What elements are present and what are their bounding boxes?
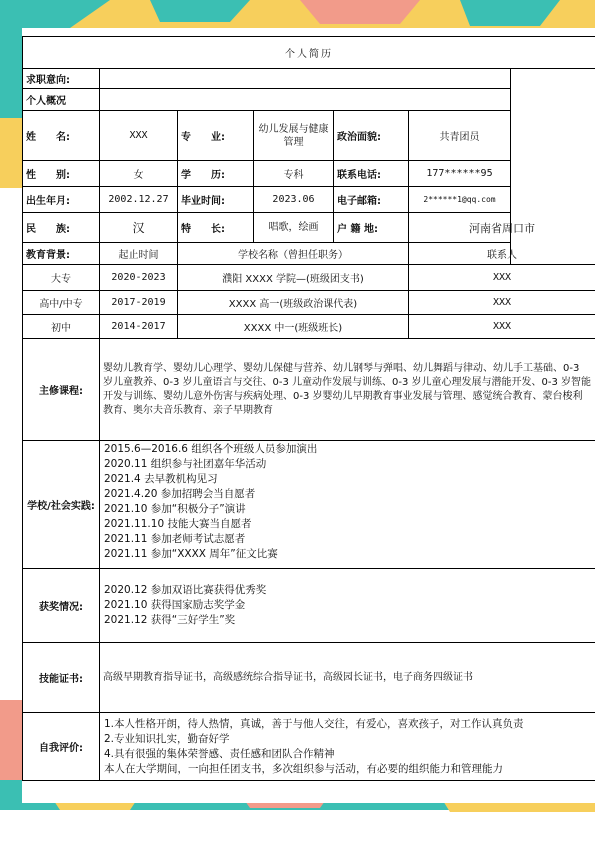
ethnicity-label: 民 族: (23, 213, 100, 243)
list-item: 2021.10 获得国家励志奖学金 (104, 599, 246, 611)
list-item: 2021.12 获得“三好学生”奖 (104, 614, 236, 626)
graduation-value: 2023.06 (254, 187, 334, 213)
edu-level: 高中/中专 (23, 291, 100, 315)
name-label: 姓 名: (23, 111, 100, 161)
edu-period: 2017-2019 (100, 291, 178, 315)
practice-label: 学校/社会实践: (23, 441, 100, 569)
certificates-text: 高级早期教育指导证书，高级感统综合指导证书，高级园长证书，电子商务四级证书 (100, 643, 595, 713)
edu-contact: XXX (409, 315, 595, 339)
table-row (23, 315, 595, 339)
education-value: 专科 (254, 161, 334, 187)
table-row (23, 291, 595, 315)
edu-school: 濮阳 XXXX 学院—(班级团支书) (178, 265, 409, 291)
page-title: 个人简历 (23, 37, 595, 69)
phone-label: 联系电话: (334, 161, 409, 187)
practice-list (100, 441, 595, 569)
list-item: 本人在大学期间，一向担任团支书，多次组织参与活动，有必要的组织能力和管理能力 (104, 762, 503, 775)
edu-period: 2014-2017 (100, 315, 178, 339)
self-evaluation-list (100, 713, 595, 781)
list-item: 2021.4 去早教机构见习 (104, 473, 218, 485)
specialty-label: 特 长: (178, 213, 254, 243)
education-background-label: 教育背景: (23, 243, 100, 265)
education-label: 学 历: (178, 161, 254, 187)
list-item: 2021.11 参加老师考试志愿者 (104, 533, 246, 545)
list-item: 2020.12 参加双语比赛获得优秀奖 (104, 584, 267, 596)
birth-label: 出生年月: (23, 187, 100, 213)
list-item: 2.专业知识扎实，勤奋好学 (104, 732, 230, 745)
ethnicity-value: 汉 (100, 213, 178, 243)
list-item: 2020.11 组织参与社团嘉年华活动 (104, 458, 267, 470)
political-label: 政治面貌: (334, 111, 409, 161)
edu-contact: XXX (409, 291, 595, 315)
edu-level: 大专 (23, 265, 100, 291)
edu-school: XXXX 高一(班级政治课代表) (178, 291, 409, 315)
birth-value: 2002.12.27 (100, 187, 178, 213)
graduation-label: 毕业时间: (178, 187, 254, 213)
gender-label: 性 别: (23, 161, 100, 187)
email-value: 2******1@qq.com (409, 187, 511, 213)
edu-level: 初中 (23, 315, 100, 339)
awards-label: 获奖情况: (23, 569, 100, 643)
major-value: 幼儿发展与健康管理 (254, 111, 334, 161)
edu-school: XXXX 中一(班级班长) (178, 315, 409, 339)
name-value: XXX (100, 111, 178, 161)
resume-page (22, 36, 595, 803)
list-item: 2021.11.10 技能大赛当自愿者 (104, 518, 252, 530)
list-item: 1.本人性格开朗，待人热情，真诚，善于与他人交往，有爱心，喜欢孩子，对工作认真负责 (104, 717, 524, 730)
hukou-label: 户 籍 地: (334, 213, 409, 243)
list-item: 2021.11 参加“XXXX 周年”征文比赛 (104, 548, 278, 560)
political-value: 共青团员 (409, 111, 511, 161)
awards-list (100, 569, 595, 643)
table-row (23, 265, 595, 291)
courses-text: 婴幼儿教育学、婴幼儿心理学、婴幼儿保健与营养、幼儿钢琴与弹唱、幼儿舞蹈与律动、幼儿手工基础、0-3 岁儿童教养、0-3 岁儿童语言与交往、0-3 儿童动作发展与训练、0-3 岁儿童心理发展与潜能开发、0-3 岁智能开发与训练、婴幼儿意外伤害与疾病处理、0-3 岁婴幼儿早期教育事业发展与管理、感觉统合教育、蒙台梭利教育、奥尔夫音乐教育、亲子早期教育 (100, 339, 595, 441)
overview-label: 个人概况 (23, 89, 100, 111)
courses-label: 主修课程: (23, 339, 100, 441)
phone-value: 177******95 (409, 161, 511, 187)
list-item: 2015.6—2016.6 组织各个班级人员参加演出 (104, 443, 318, 455)
major-label: 专 业: (178, 111, 254, 161)
list-item: 4.具有很强的集体荣誉感、责任感和团队合作精神 (104, 747, 335, 760)
edu-header-school: 学校名称（曾担任职务） (178, 243, 409, 265)
resume-table (22, 36, 595, 781)
gender-value: 女 (100, 161, 178, 187)
edu-contact: XXX (409, 265, 595, 291)
edu-header-contact: 联系人 (409, 243, 595, 265)
edu-period: 2020-2023 (100, 265, 178, 291)
self-evaluation-label: 自我评价: (23, 713, 100, 781)
edu-header-period: 起止时间 (100, 243, 178, 265)
job-intention-value (100, 69, 511, 89)
email-label: 电子邮箱: (334, 187, 409, 213)
certificates-label: 技能证书: (23, 643, 100, 713)
specialty-value: 唱歌，绘画 (254, 213, 334, 243)
list-item: 2021.4.20 参加招聘会当自愿者 (104, 488, 256, 500)
list-item: 2021.10 参加“积极分子”演讲 (104, 503, 246, 515)
hukou-value: 河南省周口市 (409, 213, 595, 243)
job-intention-label: 求职意向: (23, 69, 100, 89)
